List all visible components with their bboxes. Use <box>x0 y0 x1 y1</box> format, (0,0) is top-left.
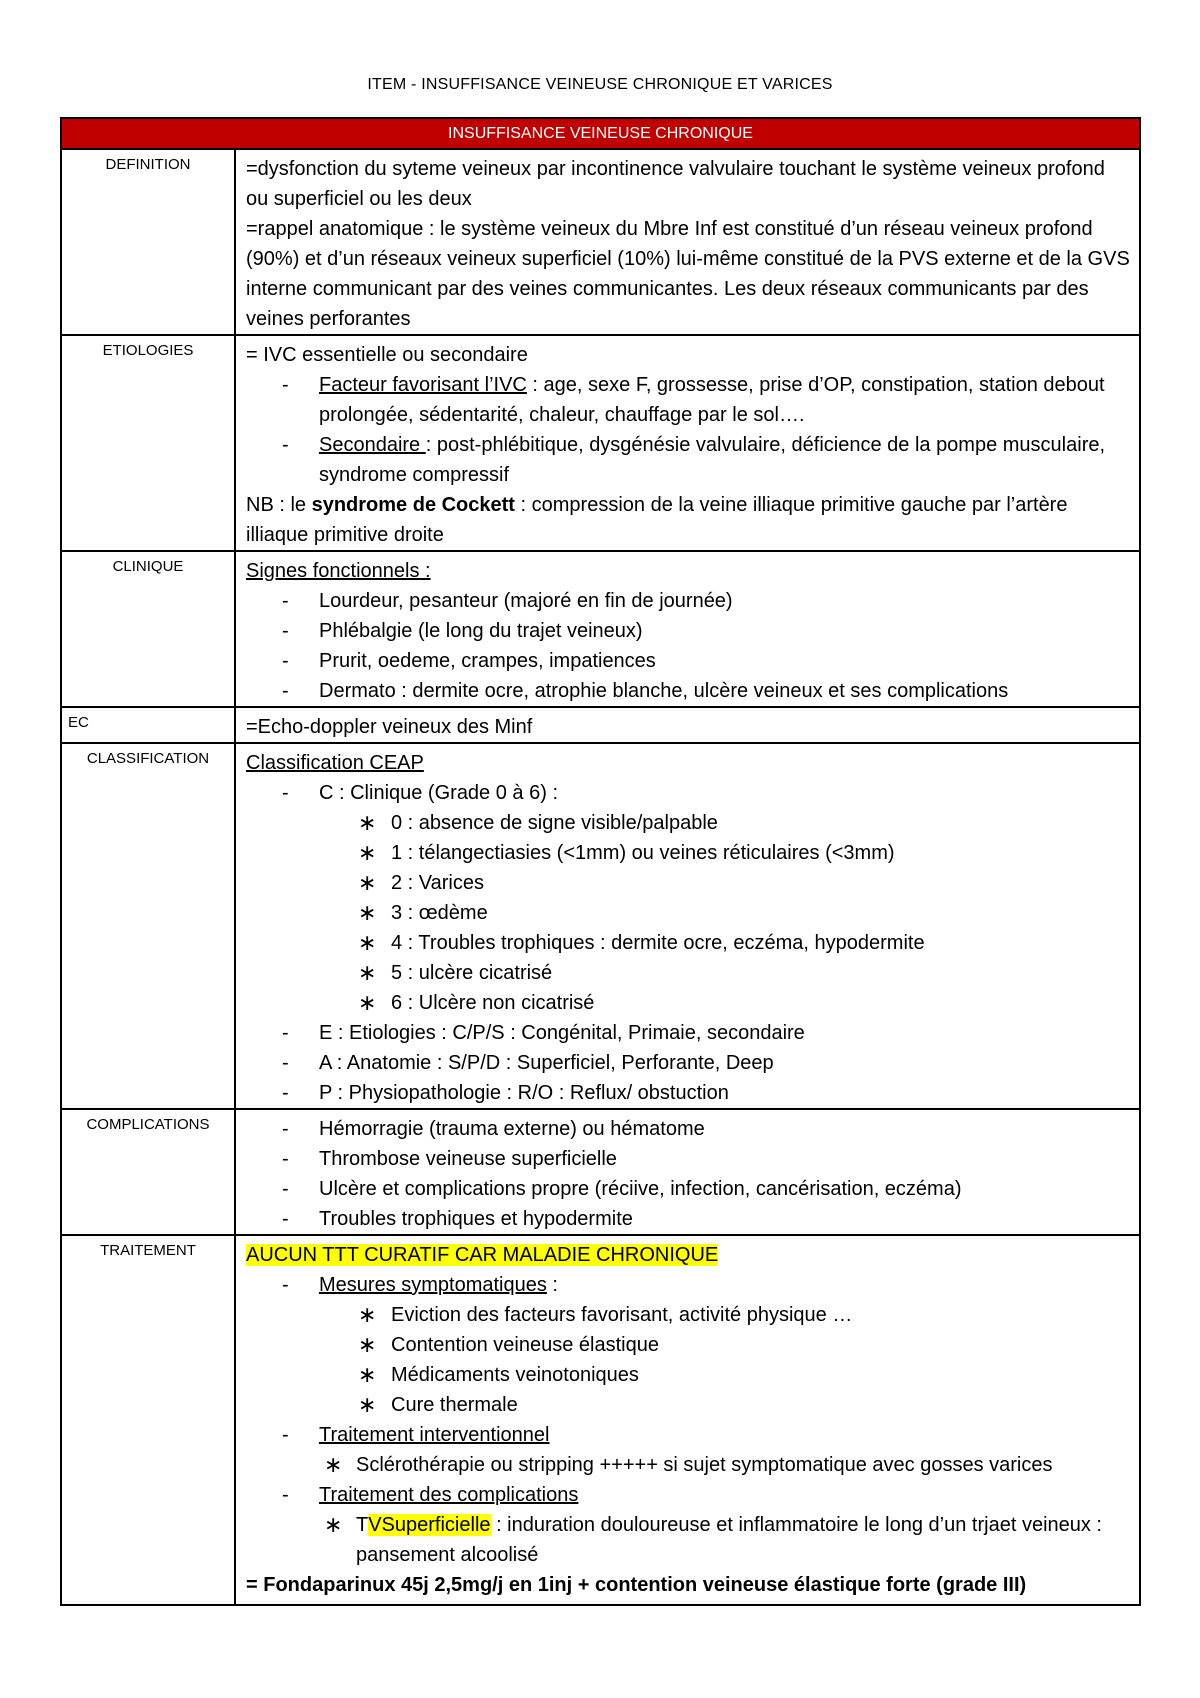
definition-p1: =dysfonction du syteme veineux par incontinence valvulaire touchant le système veineux profond ou superficiel ou les deux <box>246 158 1105 210</box>
ceap-e: - E : Etiologies : C/P/S : Congénital, Primaie, secondaire <box>246 1018 1131 1048</box>
highlight-text: AUCUN TTT CURATIF CAR MALADIE CHRONIQUE <box>246 1244 719 1266</box>
interv-title <box>246 1420 1131 1450</box>
list-item: - Thrombose veineuse superficielle <box>246 1144 1131 1174</box>
row-classification <box>61 743 1140 1109</box>
clinique-title <box>246 556 1131 586</box>
label-ec: EC <box>61 707 235 743</box>
label-traitement: TRAITEMENT <box>61 1235 235 1605</box>
etiologies-item-secondaire <box>246 430 1131 490</box>
sympto-item: ∗ Contention veineuse élastique <box>246 1330 1131 1360</box>
label-etiologies: ETIOLOGIES <box>61 335 235 551</box>
etiologies-content <box>235 335 1140 551</box>
facteurs-text: : age, sexe F, grossesse, prise d’OP, constipation, station debout prolongée, sédentarité, chaleur, chauffage par le sol…. <box>319 374 1105 426</box>
sympto-item: ∗ Cure thermale <box>246 1390 1131 1420</box>
secondaire-title: Secondaire <box>319 434 426 456</box>
ec-content <box>235 707 1140 743</box>
list-item: - Dermato : dermite ocre, atrophie blanche, ulcère veineux et ses complications <box>246 676 1131 706</box>
etiologies-item-facteurs <box>246 370 1131 430</box>
table-header: INSUFFISANCE VEINEUSE CHRONIQUE <box>61 118 1140 149</box>
ceap-p: - P : Physiopathologie : R/O : Reflux/ obstuction <box>246 1078 1131 1108</box>
grade-item: ∗ 5 : ulcère cicatrisé <box>246 958 1131 988</box>
definition-content <box>235 149 1140 335</box>
nb-cockett: syndrome de Cockett <box>311 494 515 516</box>
label-clinique: CLINIQUE <box>61 551 235 707</box>
ceap-title: Classification CEAP <box>246 752 424 774</box>
secondaire-text: : post-phlébitique, dysgénésie valvulaire, déficience de la pompe musculaire, syndrome compressif <box>319 434 1106 486</box>
row-traitement <box>61 1235 1140 1605</box>
tvs-item <box>246 1510 1131 1570</box>
list-item: - Lourdeur, pesanteur (majoré en fin de journée) <box>246 586 1131 616</box>
nb-prefix: NB : le <box>246 494 312 516</box>
list-item: - Hémorragie (trauma externe) ou hématome <box>246 1114 1131 1144</box>
definition-p2: =rappel anatomique : le système veineux du Mbre Inf est constitué d’un réseau veineux profond (90%) et d’un réseaux veineux superficiel (10%) lui-même constitué de la PVS externe et de la GVS interne communicant par des veines communicantes. Les deux réseaux communicants par des veines perforantes <box>246 218 1130 330</box>
sympto-colon: : <box>546 1274 558 1296</box>
label-complications: COMPLICATIONS <box>61 1109 235 1235</box>
etiologies-nb <box>246 490 1131 550</box>
list-item: - Ulcère et complications propre (réciive, infection, cancérisation, eczéma) <box>246 1174 1131 1204</box>
etiologies-intro: = IVC essentielle ou secondaire <box>246 344 528 366</box>
sympto-title-text: Mesures symptomatiques <box>319 1274 547 1296</box>
classification-content <box>235 743 1140 1109</box>
label-classification: CLASSIFICATION <box>61 743 235 1109</box>
tvs-prefix: T <box>356 1514 369 1536</box>
compl-title <box>246 1480 1131 1510</box>
row-etiologies <box>61 335 1140 551</box>
compl-title-text: Traitement des complications <box>319 1484 579 1506</box>
row-ec <box>61 707 1140 743</box>
row-clinique <box>61 551 1140 707</box>
facteurs-title: Facteur favorisant l’IVC <box>319 374 527 396</box>
traitement-final: = Fondaparinux 45j 2,5mg/j en 1inj + contention veineuse élastique forte (grade III) <box>246 1574 1027 1596</box>
grade-item: ∗ 4 : Troubles trophiques : dermite ocre, eczéma, hypodermite <box>246 928 1131 958</box>
ivc-table <box>60 117 1141 1606</box>
grade-item: ∗ 6 : Ulcère non cicatrisé <box>246 988 1131 1018</box>
signes-fonctionnels-title: Signes fonctionnels : <box>246 560 431 582</box>
sympto-title <box>246 1270 1131 1300</box>
list-item: - Phlébalgie (le long du trajet veineux) <box>246 616 1131 646</box>
list-item: - Troubles trophiques et hypodermite <box>246 1204 1131 1234</box>
grade-item: ∗ 2 : Varices <box>246 868 1131 898</box>
ceap-c: - C : Clinique (Grade 0 à 6) : <box>246 778 1131 808</box>
interv-title-text: Traitement interventionnel <box>319 1424 550 1446</box>
sympto-item: ∗ Médicaments veinotoniques <box>246 1360 1131 1390</box>
grade-item: ∗ 3 : œdème <box>246 898 1131 928</box>
tvs-text: : induration douloureuse et inflammatoire le long d’un trjaet veineux : pansement alcoolisé <box>356 1514 1102 1566</box>
grade-item: ∗ 1 : télangectiasies (<1mm) ou veines réticulaires (<3mm) <box>246 838 1131 868</box>
grade-item: ∗ 0 : absence de signe visible/palpable <box>246 808 1131 838</box>
nb-text: : compression de la veine illiaque primitive gauche par l’artère illiaque primitive droite <box>246 494 1068 546</box>
complications-content <box>235 1109 1140 1235</box>
traitement-content <box>235 1235 1140 1605</box>
traitement-highlight <box>246 1240 1131 1270</box>
row-complications <box>61 1109 1140 1235</box>
row-definition <box>61 149 1140 335</box>
interv-item: ∗ Sclérothérapie ou stripping +++++ si sujet symptomatique avec gosses varices <box>246 1450 1131 1480</box>
clinique-content <box>235 551 1140 707</box>
sympto-item: ∗ Eviction des facteurs favorisant, activité physique … <box>246 1300 1131 1330</box>
ceap-a: - A : Anatomie : S/P/D : Superficiel, Perforante, Deep <box>246 1048 1131 1078</box>
tvs-highlight: VSuperficielle <box>368 1514 491 1536</box>
document-title: ITEM - INSUFFISANCE VEINEUSE CHRONIQUE ET VARICES <box>367 76 833 93</box>
classification-title <box>246 748 1131 778</box>
label-definition: DEFINITION <box>61 149 235 335</box>
list-item: - Prurit, oedeme, crampes, impatiences <box>246 646 1131 676</box>
ec-text: =Echo-doppler veineux des Minf <box>246 716 533 738</box>
